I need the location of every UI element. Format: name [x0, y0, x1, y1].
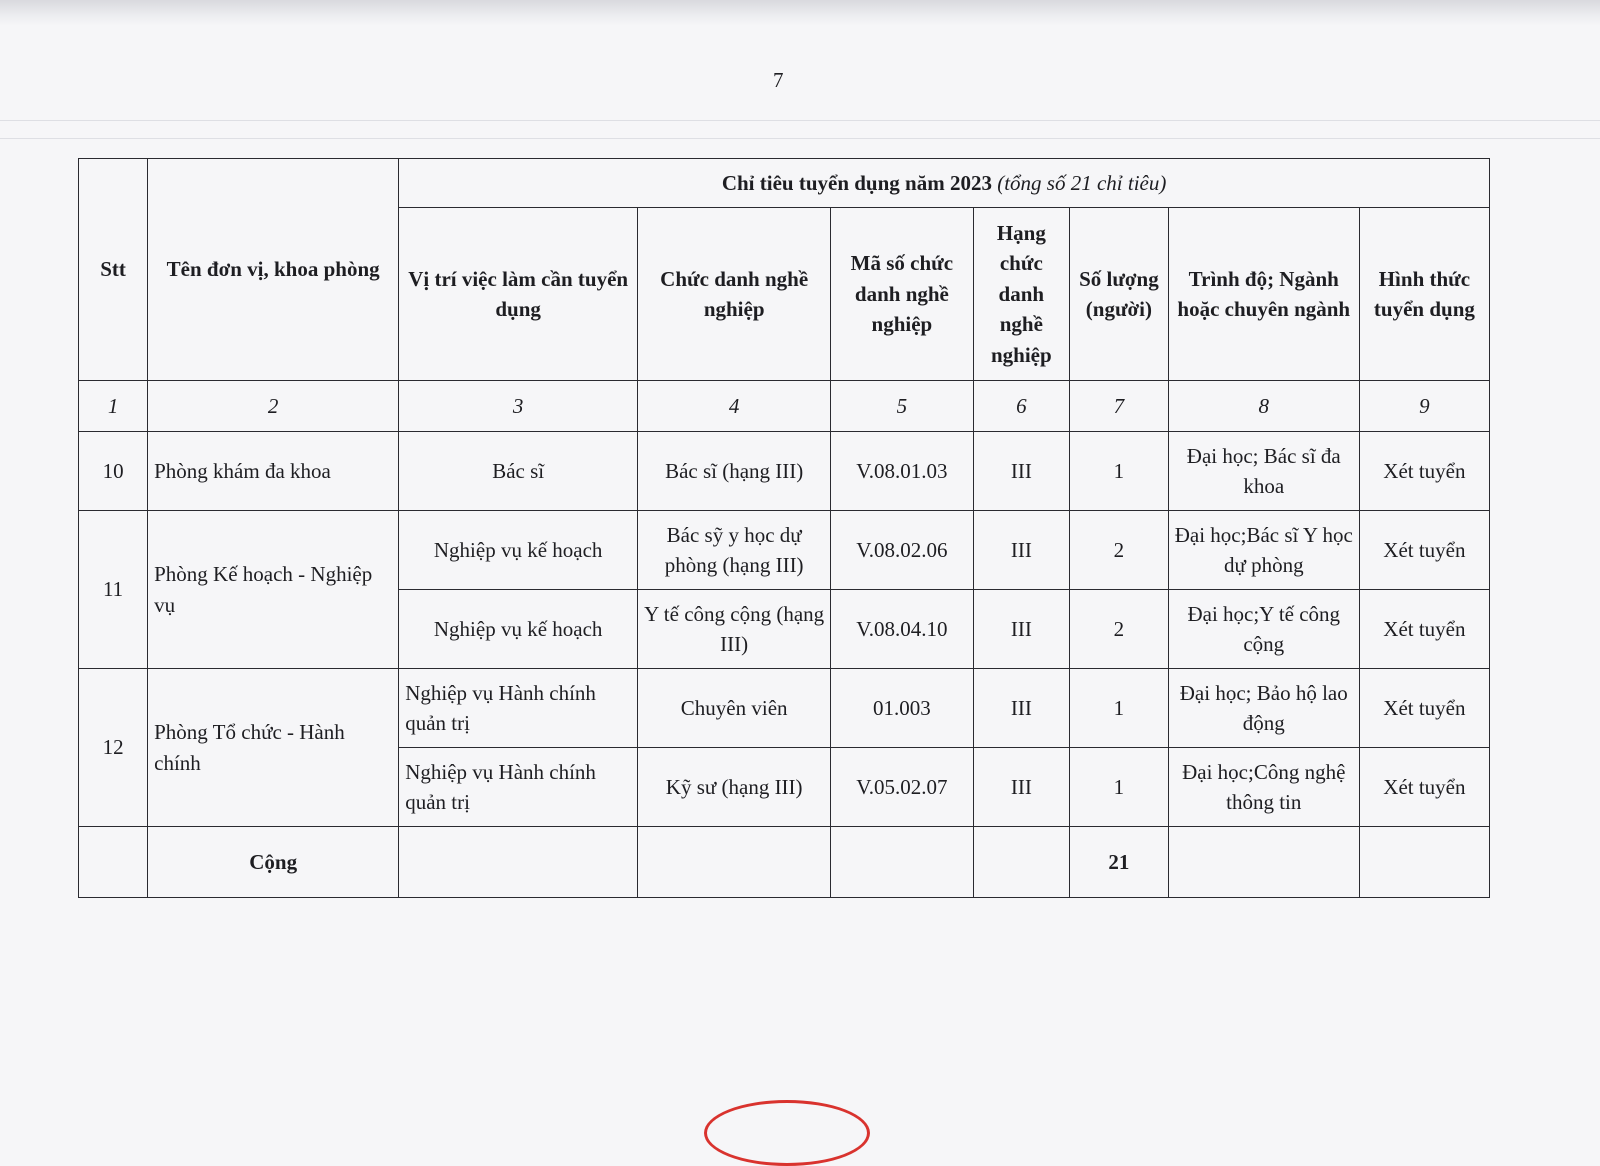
degree-cell: Đại học;Y tế công cộng [1168, 590, 1359, 669]
form-cell: Xét tuyển [1359, 669, 1489, 748]
index-cell: 3 [399, 381, 638, 432]
index-cell: 8 [1168, 381, 1359, 432]
index-cell: 4 [638, 381, 831, 432]
page-number: 7 [773, 68, 784, 92]
empty-cell [831, 827, 973, 898]
stt-cell: 12 [79, 669, 148, 827]
total-qty: 21 [1070, 827, 1169, 898]
rank-cell: III [973, 590, 1070, 669]
empty-cell [399, 827, 638, 898]
index-cell: 6 [973, 381, 1070, 432]
rank-cell: III [973, 432, 1070, 511]
position-cell: Nghiệp vụ Hành chính quản trị [399, 669, 638, 748]
header-code: Mã số chức danh nghề nghiệp [831, 208, 973, 381]
unit-cell: Phòng khám đa khoa [148, 432, 399, 511]
scan-edge-band [0, 0, 1600, 26]
index-cell: 5 [831, 381, 973, 432]
header-quota-title [399, 159, 1490, 208]
degree-cell: Đại học; Bảo hộ lao động [1168, 669, 1359, 748]
empty-cell [1168, 827, 1359, 898]
qty-cell: 1 [1070, 669, 1169, 748]
quota-title-italic: (tổng số 21 chỉ tiêu) [997, 170, 1167, 195]
header-qty: Số lượng (người) [1070, 208, 1169, 381]
degree-cell: Đại học; Bác sĩ đa khoa [1168, 432, 1359, 511]
qty-cell: 2 [1070, 590, 1169, 669]
index-cell: 9 [1359, 381, 1489, 432]
header-form: Hình thức tuyển dụng [1359, 208, 1489, 381]
header-unit: Tên đơn vị, khoa phòng [148, 159, 399, 381]
unit-cell: Phòng Kế hoạch - Nghiệp vụ [148, 511, 399, 669]
bleed-through-line [0, 138, 1600, 139]
code-cell: V.08.04.10 [831, 590, 973, 669]
unit-cell: Phòng Tổ chức - Hành chính [148, 669, 399, 827]
position-cell: Nghiệp vụ kế hoạch [399, 511, 638, 590]
table-row [79, 669, 1490, 748]
index-cell: 7 [1070, 381, 1169, 432]
red-seal-stamp [704, 1100, 870, 1166]
empty-cell [973, 827, 1070, 898]
empty-cell [79, 827, 148, 898]
form-cell: Xét tuyển [1359, 511, 1489, 590]
stt-cell: 11 [79, 511, 148, 669]
quota-title-bold: Chỉ tiêu tuyển dụng năm 2023 [721, 170, 992, 195]
recruitment-quota-table [78, 158, 1490, 898]
rank-cell: III [973, 511, 1070, 590]
header-title: Chức danh nghề nghiệp [638, 208, 831, 381]
degree-cell: Đại học;Công nghệ thông tin [1168, 748, 1359, 827]
total-label: Cộng [148, 827, 399, 898]
position-cell: Bác sĩ [399, 432, 638, 511]
form-cell: Xét tuyển [1359, 590, 1489, 669]
header-degree: Trình độ; Ngành hoặc chuyên ngành [1168, 208, 1359, 381]
bleed-through-line [0, 120, 1600, 121]
header-position: Vị trí việc làm cần tuyển dụng [399, 208, 638, 381]
code-cell: V.08.01.03 [831, 432, 973, 511]
index-cell: 2 [148, 381, 399, 432]
title-cell: Kỹ sư (hạng III) [638, 748, 831, 827]
index-cell: 1 [79, 381, 148, 432]
code-cell: V.05.02.07 [831, 748, 973, 827]
header-stt: Stt [79, 159, 148, 381]
code-cell: V.08.02.06 [831, 511, 973, 590]
empty-cell [1359, 827, 1489, 898]
stt-cell: 10 [79, 432, 148, 511]
title-cell: Y tế công cộng (hạng III) [638, 590, 831, 669]
degree-cell: Đại học;Bác sĩ Y học dự phòng [1168, 511, 1359, 590]
rank-cell: III [973, 669, 1070, 748]
code-cell: 01.003 [831, 669, 973, 748]
qty-cell: 1 [1070, 432, 1169, 511]
title-cell: Chuyên viên [638, 669, 831, 748]
column-index-row [79, 381, 1490, 432]
header-rank: Hạng chức danh nghề nghiệp [973, 208, 1070, 381]
title-cell: Bác sỹ y học dự phòng (hạng III) [638, 511, 831, 590]
form-cell: Xét tuyển [1359, 432, 1489, 511]
total-row [79, 827, 1490, 898]
position-cell: Nghiệp vụ Hành chính quản trị [399, 748, 638, 827]
empty-cell [638, 827, 831, 898]
table-row [79, 432, 1490, 511]
rank-cell: III [973, 748, 1070, 827]
position-cell: Nghiệp vụ kế hoạch [399, 590, 638, 669]
qty-cell: 2 [1070, 511, 1169, 590]
title-cell: Bác sĩ (hạng III) [638, 432, 831, 511]
form-cell: Xét tuyển [1359, 748, 1489, 827]
table-row [79, 511, 1490, 590]
qty-cell: 1 [1070, 748, 1169, 827]
